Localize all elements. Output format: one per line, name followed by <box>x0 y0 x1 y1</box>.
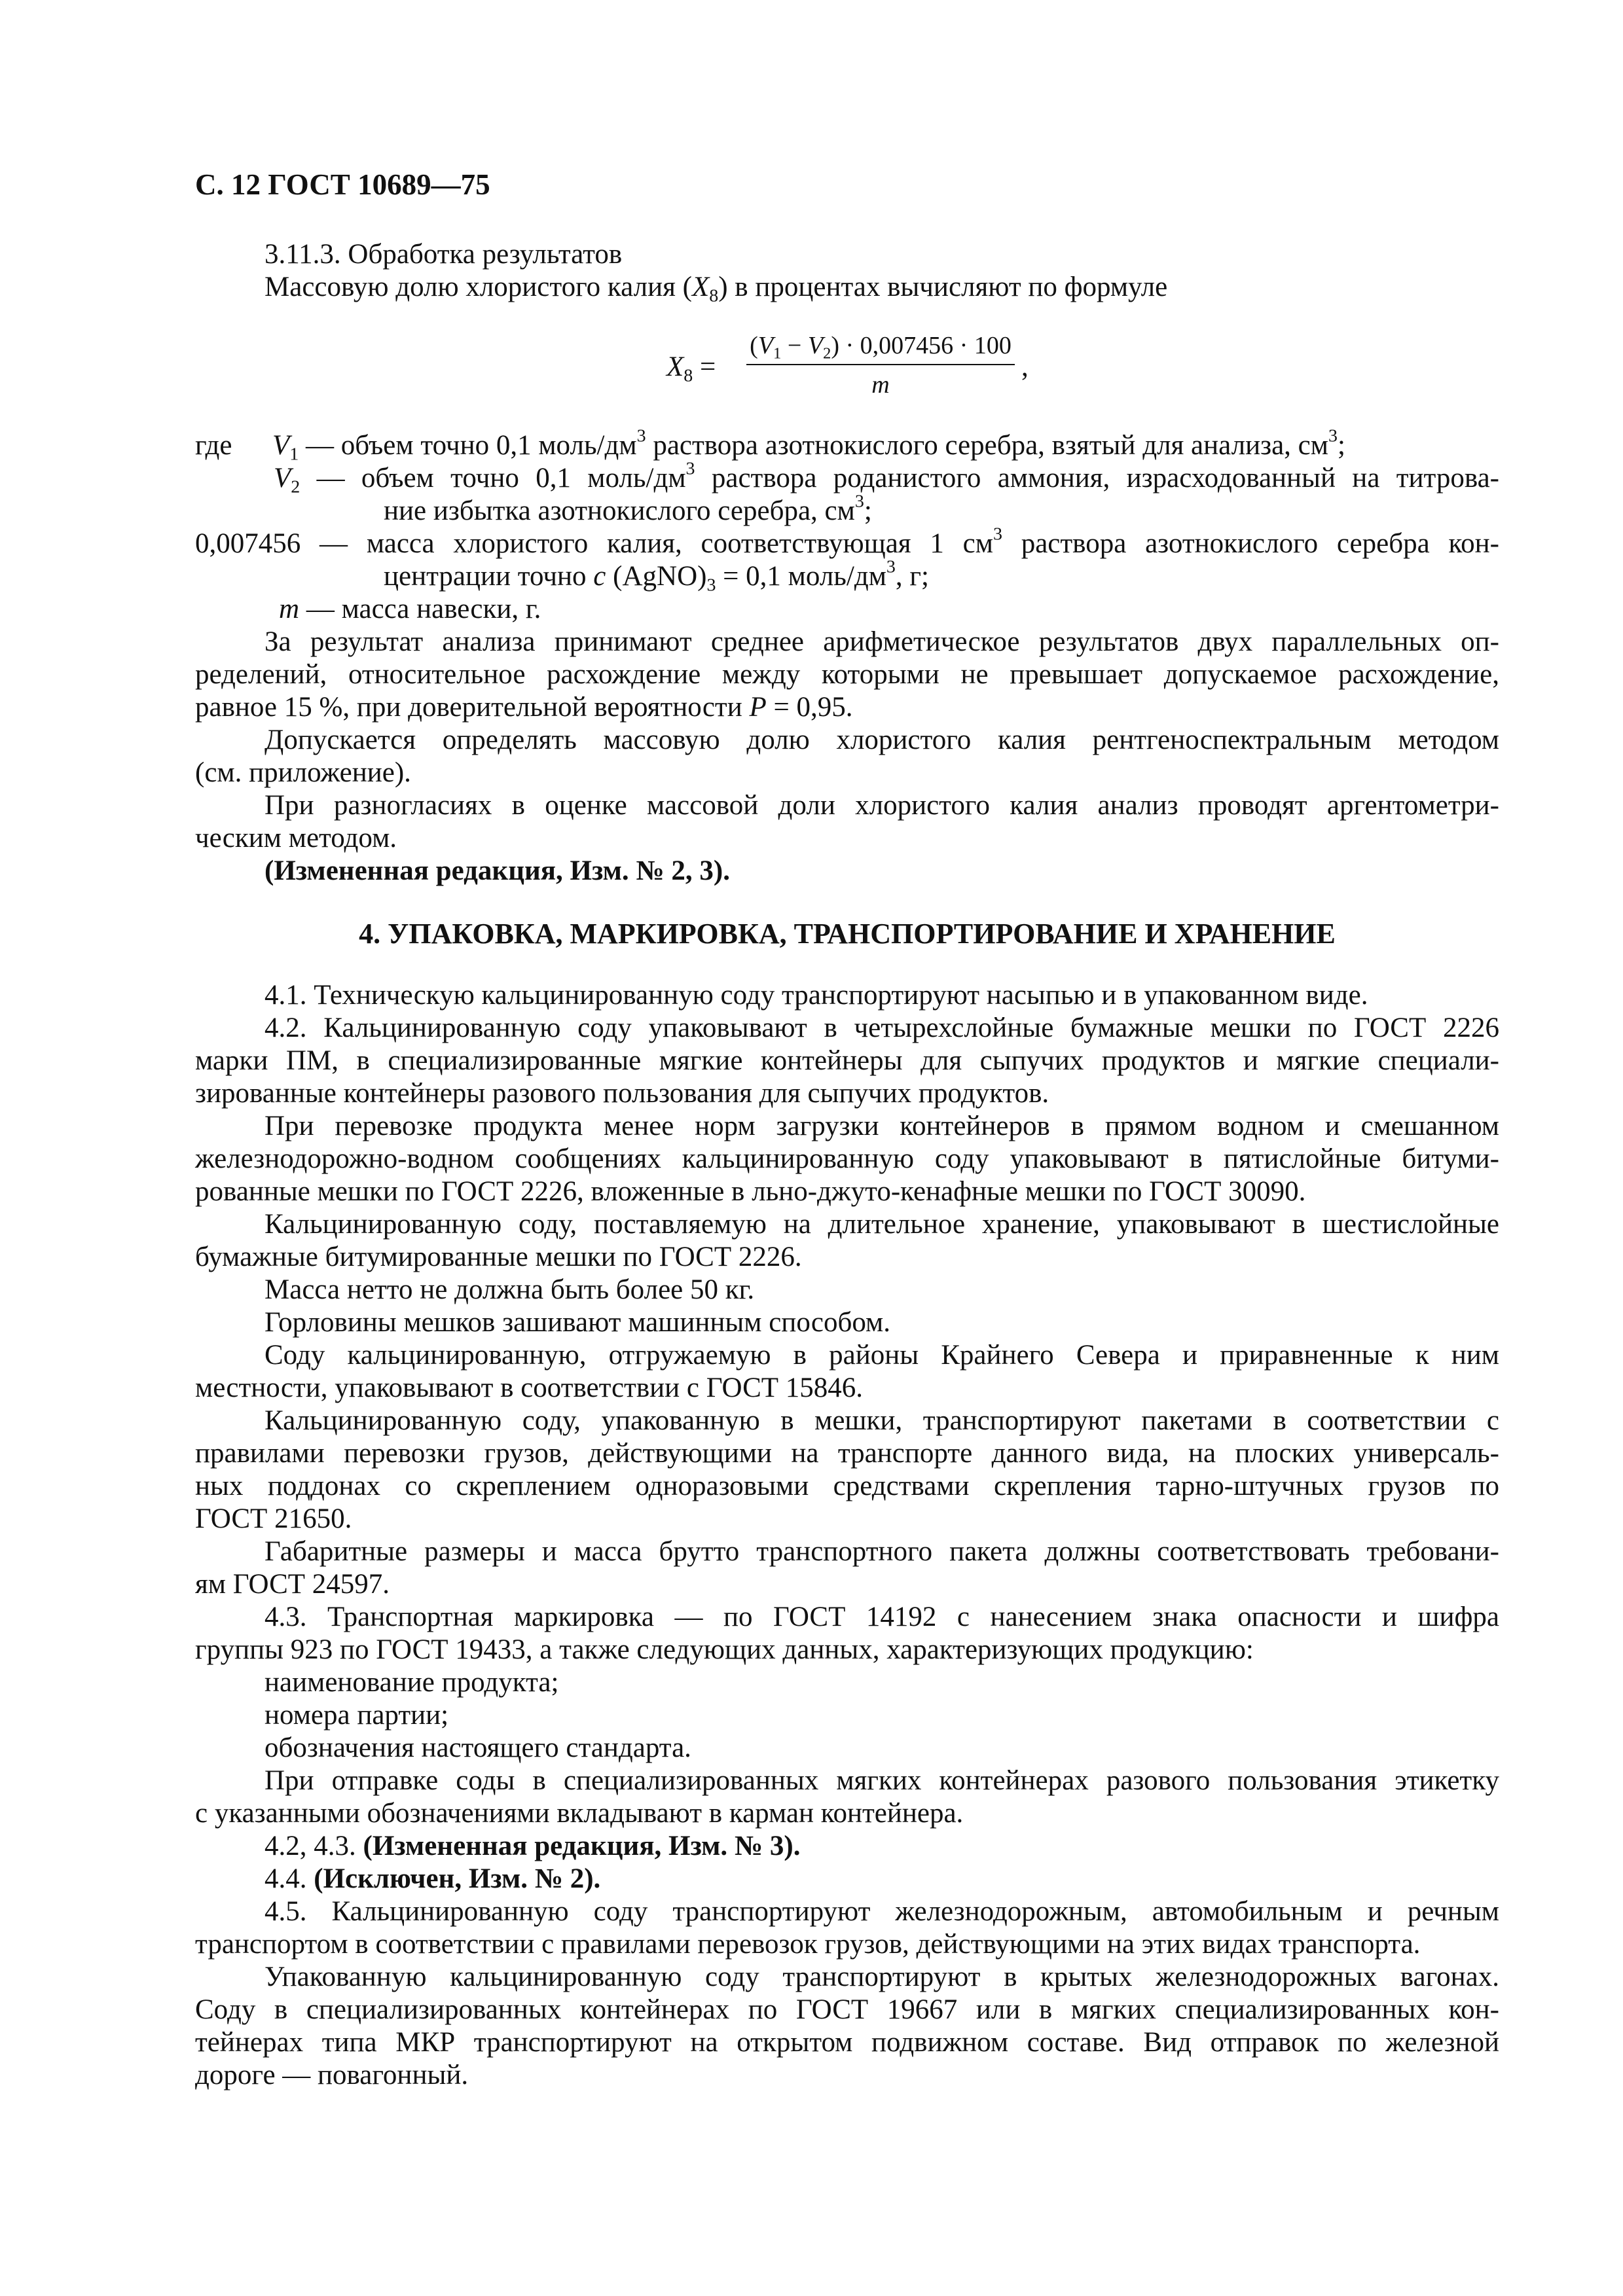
text-line: Кальцинированную соду, поставляемую на длительное хранение, упаковывают в шестислойные <box>264 1209 1499 1240</box>
section-4-heading: 4. УПАКОВКА, МАРКИРОВКА, ТРАНСПОРТИРОВАНИЕ И ХРАНЕНИЕ <box>359 918 1336 950</box>
text-line: Соду в специализированных контейнерах по ГОСТ 19667 или в мягких специализированных кон- <box>195 1994 1499 2025</box>
text-line: 4.5. Кальцинированную соду транспортируют железнодорожным, автомобильным и речным <box>264 1896 1499 1927</box>
text-line: тейнерах типа МКР транспортируют на открытом подвижном составе. Вид отправок по железной <box>195 2027 1499 2058</box>
formula-numerator: $(V_1 - V_2) \cdot 0,007456 \cdot 100$ <box>750 332 1012 363</box>
text-line: При перевозке продукта менее норм загрузки контейнеров в прямом водном и смешанном <box>264 1111 1499 1141</box>
text-line: (см. приложение). <box>195 757 411 788</box>
text-line: За результат анализа принимают среднее арифметическое результатов двух параллельных оп- <box>264 626 1499 657</box>
formula-comma: , <box>1021 351 1029 382</box>
where-v2-cont: ние избытка азотнокислого серебра, $см^3$; <box>384 491 872 526</box>
where-v2: $V_2$ — объем точно 0,1 моль/$дм^3$ раствора роданистого аммония, израсходованный на титрова- <box>274 458 1500 497</box>
where-m: m — масса навески, г. <box>279 594 541 624</box>
text-line: правилами перевозки грузов, действующими на транспорте данного вида, на плоских универсаль- <box>195 1438 1499 1469</box>
where-label: где <box>195 430 232 461</box>
fraction-bar <box>746 364 1015 365</box>
text-line: 4.1. Техническую кальцинированную соду транспортируют насыпью и в упакованном виде. <box>264 980 1368 1011</box>
text-line: ределений, относительное расхождение между которыми не превышает допускаемое расхождение, <box>195 659 1499 690</box>
text-line: Соду кальцинированную, отгружаемую в районы Крайнего Севера и приравненные к ним <box>264 1340 1499 1371</box>
text-line: При разногласиях в оценке массовой доли хлористого калия анализ проводят аргентометри- <box>264 790 1499 821</box>
text-line: 4.2. Кальцинированную соду упаковывают в четырехслойные бумажные мешки по ГОСТ 2226 <box>264 1013 1499 1043</box>
where-coef: 0,007456 — масса хлористого калия, соответствующая 1 $см^3$ раствора азотнокислого серебра кон- <box>195 524 1499 559</box>
where-v1: $V_1$ — объем точно 0,1 моль/$дм^3$ раствора азотнокислого серебра, взятый для анализа, $см^3$; <box>272 425 1345 465</box>
text-line: транспортом в соответствии с правилами перевозок грузов, действующими на этих видах транспорта. <box>195 1929 1421 1960</box>
page-header: С. 12 ГОСТ 10689—75 <box>195 168 490 201</box>
text-line: дороге — повагонный. <box>195 2060 469 2090</box>
text-line: ГОСТ 21650. <box>195 1503 352 1534</box>
text-line: равное 15 %, при доверительной вероятности P = 0,95. <box>195 692 853 723</box>
text-line: ям ГОСТ 24597. <box>195 1569 390 1600</box>
text-line: ных поддонах со скреплением одноразовыми средствами скрепления тарно-штучных грузов по <box>195 1471 1499 1501</box>
text-line: марки ПМ, в специализированные мягкие контейнеры для сыпучих продуктов и мягкие специали- <box>195 1045 1499 1076</box>
text-line: При отправке соды в специализированных мягких контейнерах разового пользования этикетку <box>264 1765 1499 1796</box>
edit-note: 4.4. (Исключен, Изм. № 2). <box>264 1863 601 1894</box>
text-line: 4.3. Транспортная маркировка — по ГОСТ 14192 с нанесением знака опасности и шифра <box>264 1602 1499 1632</box>
text-line: рованные мешки по ГОСТ 2226, вложенные в льно-джуто-кенафные мешки по ГОСТ 30090. <box>195 1176 1306 1207</box>
edit-note: (Измененная редакция, Изм. № 2, 3). <box>264 855 730 886</box>
text-line: бумажные битумированные мешки по ГОСТ 2226. <box>195 1242 802 1272</box>
where-coef-cont: центрации точно c $(AgNO)_3 = 0,1$ моль/$дм^3$, г; <box>384 556 929 596</box>
list-item: номера партии; <box>264 1700 449 1731</box>
text-line: Допускается определять массовую долю хлористого калия рентгеноспектральным методом <box>264 725 1499 755</box>
formula-denominator: m <box>871 371 890 399</box>
formula-intro: Массовую долю хлористого калия $(X_8)$ в процентах вычисляют по формуле <box>264 272 1168 306</box>
text-line: местности, упаковывают в соответствии с ГОСТ 15846. <box>195 1372 864 1403</box>
text-line: Габаритные размеры и масса брутто транспортного пакета должны соответствовать требовани- <box>264 1536 1499 1567</box>
text-line: Горловины мешков зашивают машинным способом. <box>264 1307 890 1338</box>
text-line: группы 923 по ГОСТ 19433, а также следующих данных, характеризующих продукцию: <box>195 1634 1254 1665</box>
text-line: зированные контейнеры разового пользования для сыпучих продуктов. <box>195 1078 1049 1109</box>
edit-note: 4.2, 4.3. (Измененная редакция, Изм. № 3). <box>264 1831 801 1861</box>
text-line: Упакованную кальцинированную соду транспортируют в крытых железнодорожных вагонах. <box>264 1962 1499 1992</box>
list-item: обозначения настоящего стандарта. <box>264 1732 691 1763</box>
formula-lhs: $X_8$ = <box>666 351 716 386</box>
text-line: Масса нетто не должна быть более 50 кг. <box>264 1274 755 1305</box>
text-line: ческим методом. <box>195 823 397 853</box>
text-line: с указанными обозначениями вкладывают в карман контейнера. <box>195 1798 964 1829</box>
section-3-11-3-title: 3.11.3. Обработка результатов <box>264 239 623 270</box>
list-item: наименование продукта; <box>264 1667 559 1698</box>
text-line: железнодорожно-водном сообщениях кальцинированную соду упаковывают в пятислойные битуми- <box>195 1143 1499 1174</box>
text-line: Кальцинированную соду, упакованную в мешки, транспортируют пакетами в соответствии с <box>264 1405 1499 1436</box>
